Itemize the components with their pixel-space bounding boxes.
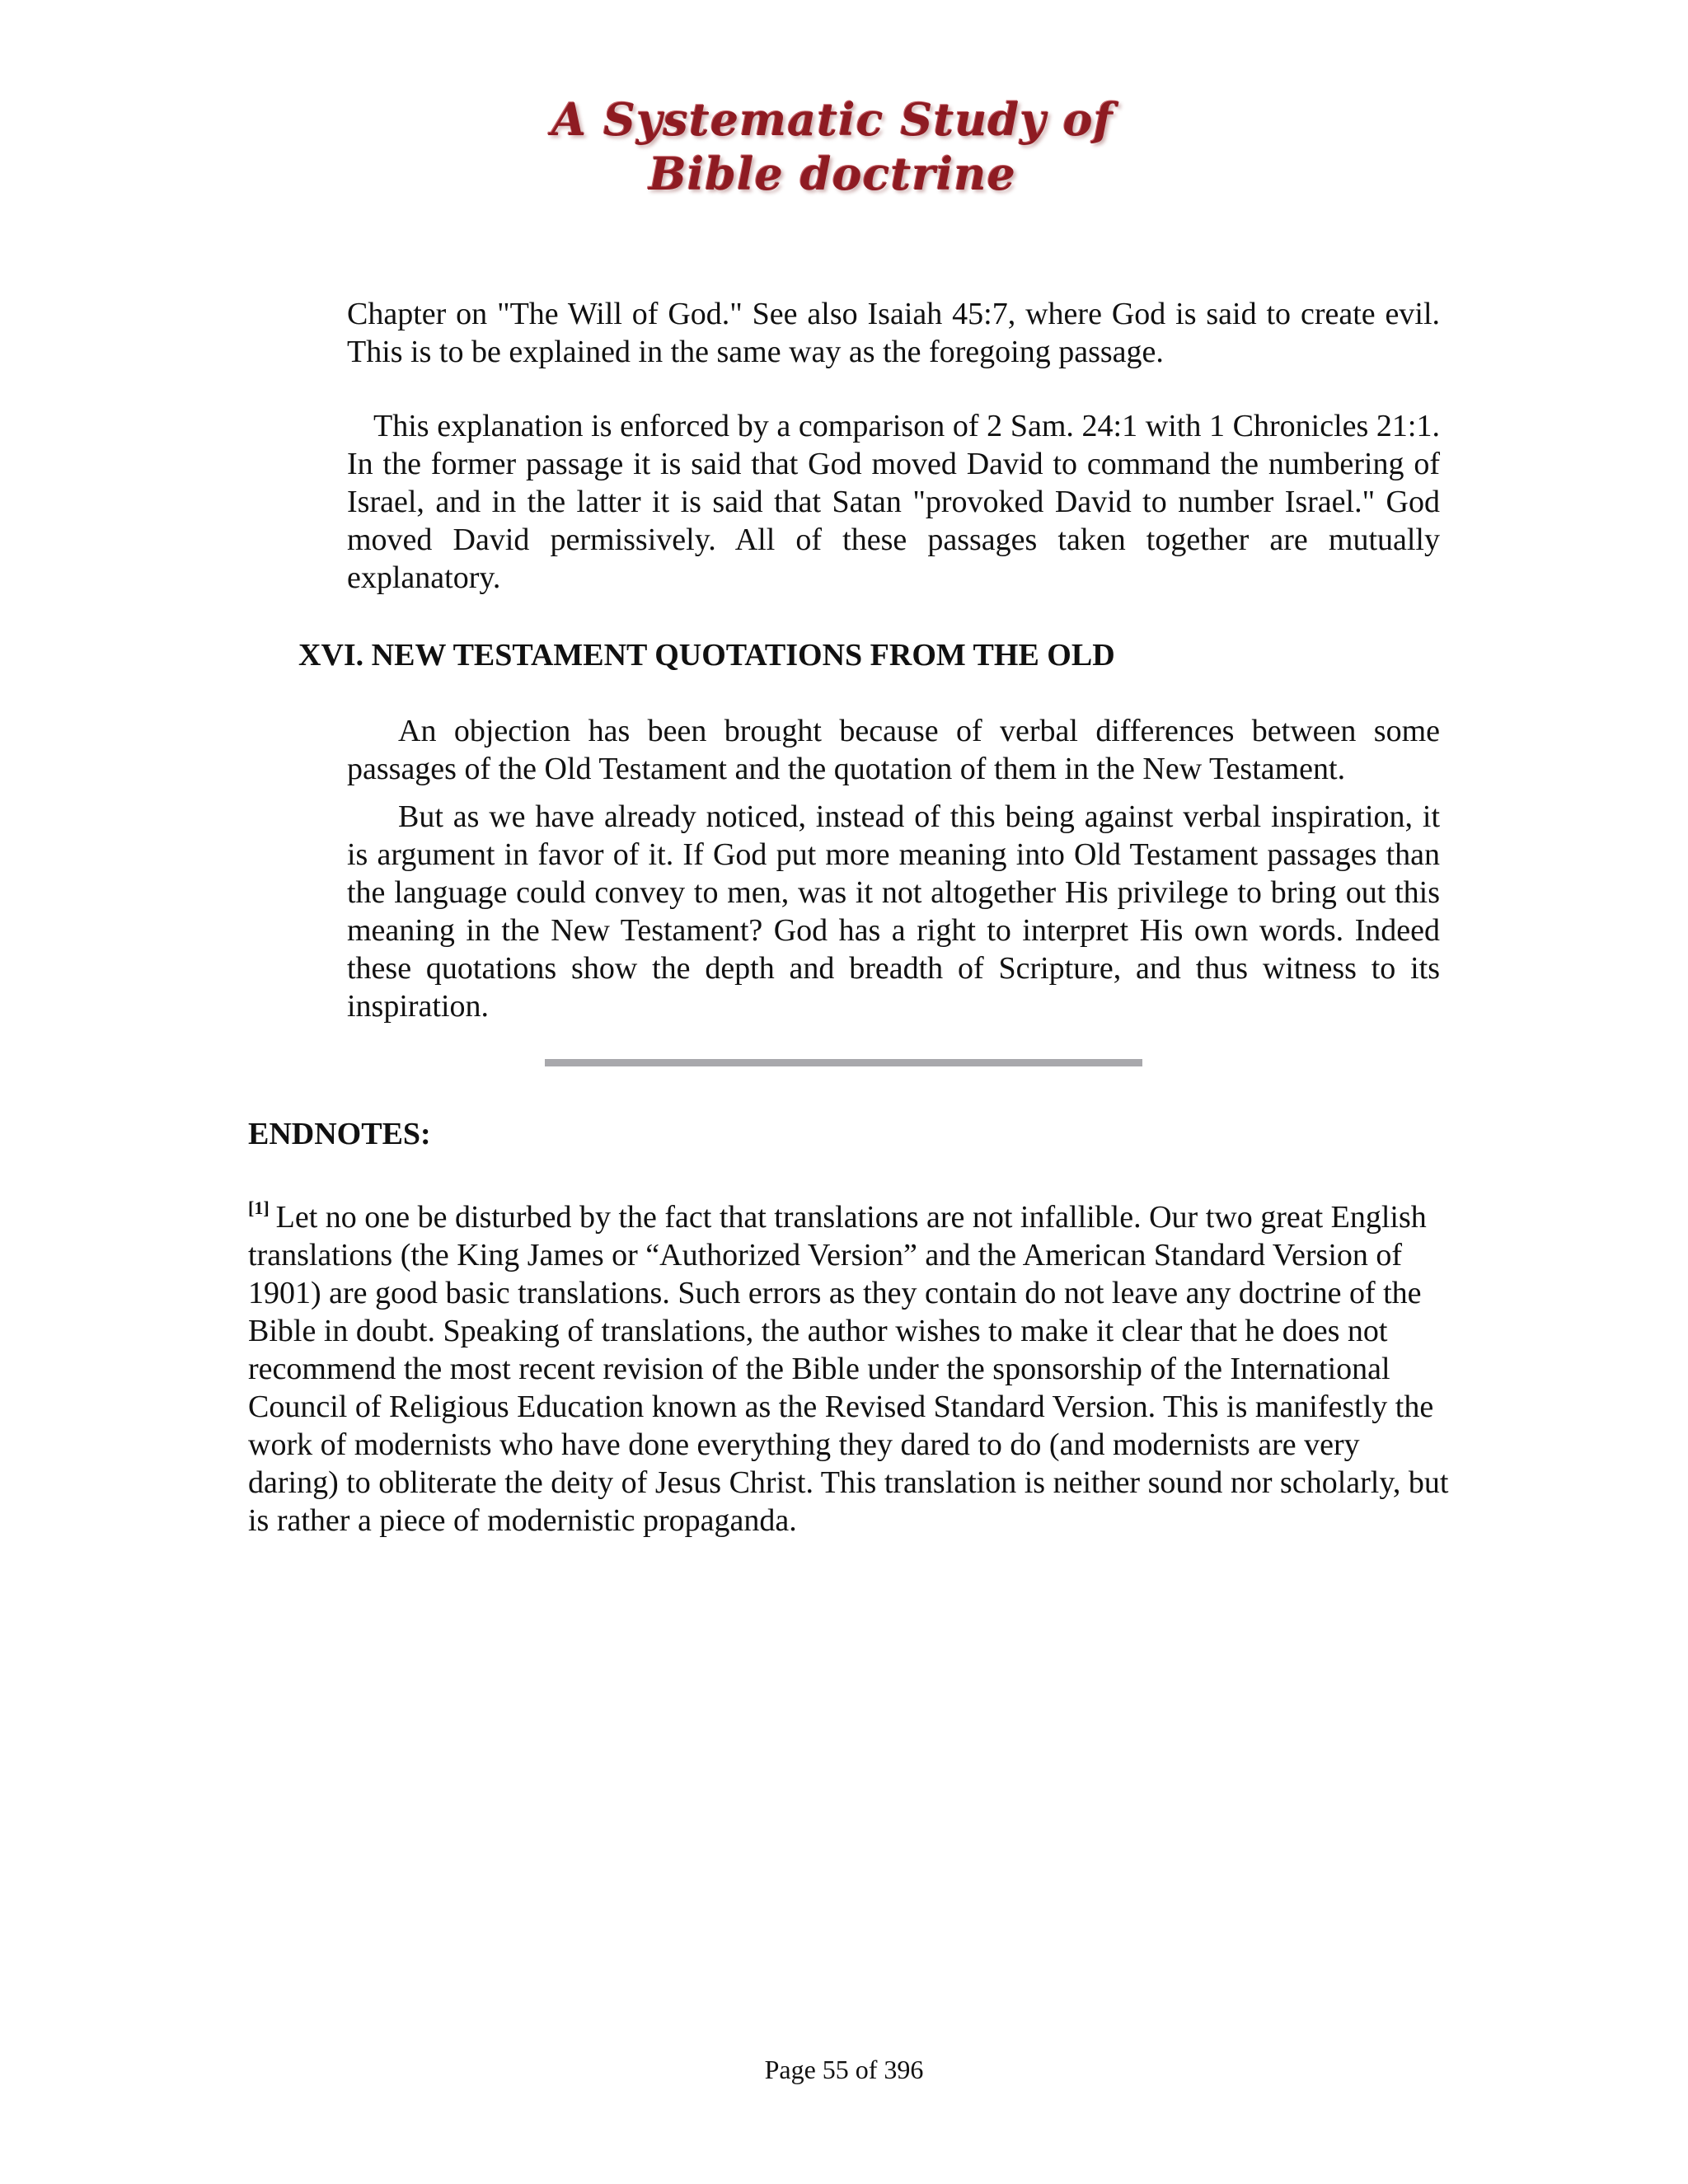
- logo-line-1: A Systematic Study of: [551, 93, 1114, 146]
- body-paragraph-2: This explanation is enforced by a comparison of 2 Sam. 24:1 with 1 Chronicles 21:1. In the former passage it is said that God moved David to command the numbering of Israel, and in the latter it is said that Satan "provoked David to number Israel." God moved David permissively. All of these passages taken together are mutually explanatory.: [347, 409, 1440, 595]
- body-paragraph-4-block: [347, 798, 1440, 1025]
- body-paragraph-3-block: [347, 712, 1440, 788]
- endnotes-heading: ENDNOTES:: [248, 1117, 431, 1151]
- endnote-1-text: Let no one be disturbed by the fact that translations are not infallible. Our two great English translations (the King James or “Authorized Version” and the American Standard Version of 1901) are good basic translations. Such errors as they contain do not leave any doctrine of the Bible in doubt. Speaking of translations, the author wishes to make it clear that he does not recommend the most recent revision of the Bible under the sponsorship of the International Council of Religious Education known as the Revised Standard Version. This is manifestly the work of modernists who have done everything they dared to do (and modernists are very daring) to obliterate the deity of Jesus Christ. This translation is neither sound nor scholarly, but is rather a piece of modernistic propaganda.: [248, 1200, 1449, 1538]
- body-paragraph-1-block: [347, 295, 1440, 371]
- body-paragraph-4: But as we have already noticed, instead of this being against verbal inspiration, it is argument in favor of it. If God put more meaning into Old Testament passages than the language could convey to men, was it not altogether His privilege to bring out this meaning in the New Testament? God has a right to interpret His own words. Indeed these quotations show the depth and breadth of Scripture, and thus witness to its inspiration.: [347, 799, 1440, 1024]
- body-paragraph-3: An objection has been brought because of verbal differences between some passages of the Old Testament and the quotation of them in the New Testament.: [347, 714, 1440, 786]
- book-title-logo: [536, 92, 1129, 201]
- endnote-1: [248, 1189, 1451, 1540]
- page-number: Page 55 of 396: [764, 2055, 924, 2084]
- section-heading: XVI. NEW TESTAMENT QUOTATIONS FROM THE OLD: [298, 638, 1115, 673]
- body-paragraph-1: Chapter on "The Will of God." See also Isaiah 45:7, where God is said to create evil. This is to be explained in the same way as the foregoing passage.: [347, 297, 1440, 369]
- endnote-1-marker[interactable]: [1]: [248, 1197, 270, 1218]
- section-divider: [545, 1059, 1142, 1066]
- logo-line-2: Bible doctrine: [649, 148, 1016, 200]
- body-paragraph-2-block: [347, 407, 1440, 597]
